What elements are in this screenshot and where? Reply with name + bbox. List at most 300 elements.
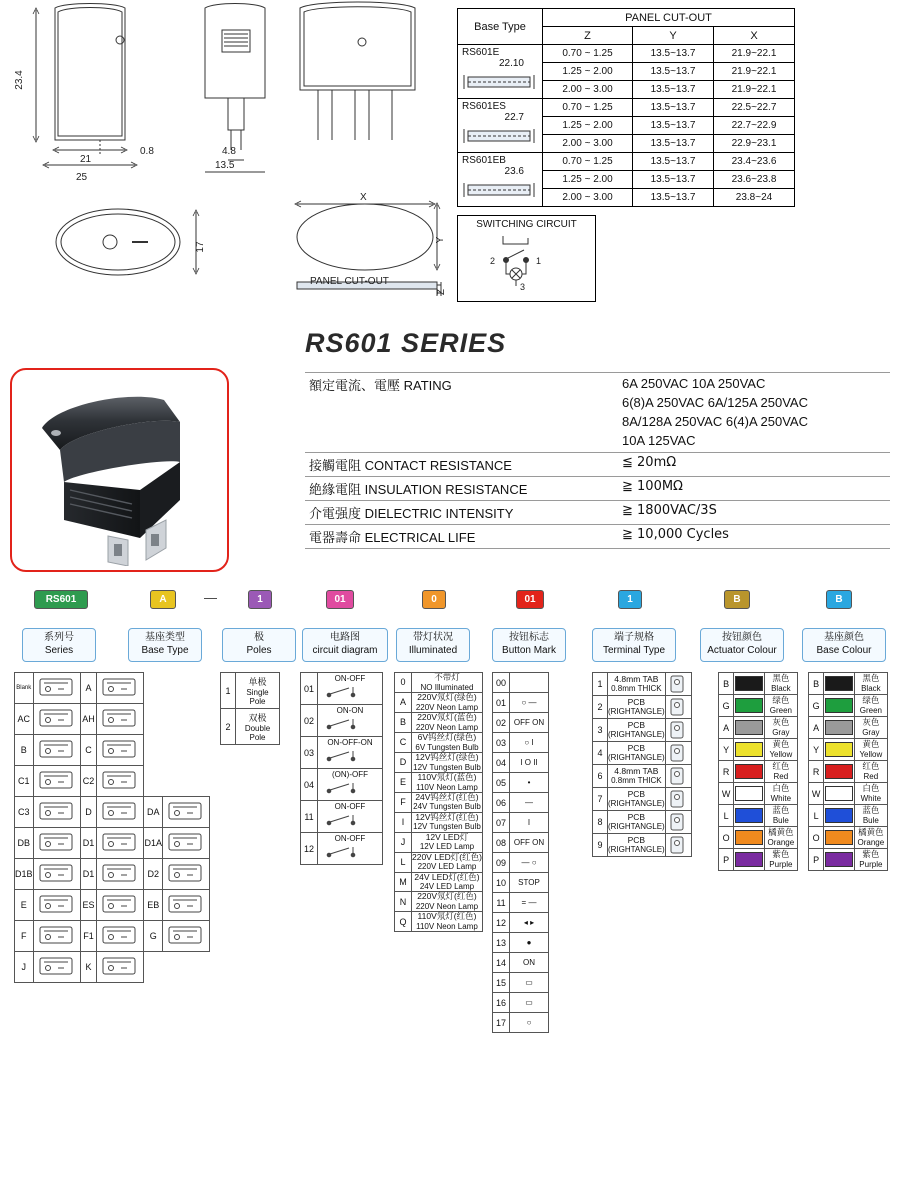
button-mark-row <box>493 773 549 793</box>
actuator-colour-code: L <box>719 805 734 827</box>
base-colour-label <box>854 673 887 695</box>
actuator-colour-swatch <box>734 739 765 761</box>
cell-x: 22.5~22.7 <box>714 99 795 117</box>
terminal-icon <box>666 673 688 695</box>
panel-cutout-table <box>457 8 795 207</box>
base-colour-row <box>809 717 888 739</box>
terminal-icon <box>666 788 688 810</box>
illuminated-label <box>412 792 483 812</box>
category-poles <box>222 628 296 662</box>
illuminated-en: 220V LED Lamp <box>417 862 477 872</box>
button-mark-row <box>493 813 549 833</box>
base-colour-cn: 蓝色 <box>862 805 880 816</box>
base-type-code: D1A <box>144 828 163 859</box>
terminal-line1: PCB <box>627 742 646 753</box>
cell-y: 13.5~13.7 <box>633 135 714 153</box>
cell-x: 23.4~23.6 <box>714 153 795 171</box>
base-colour-row <box>809 805 888 827</box>
switch-outline-icon <box>97 737 141 763</box>
dim-height-23-4: 23.4 <box>14 70 25 90</box>
button-mark-symbol: I O II <box>510 753 549 773</box>
base-colour-en: Orange <box>857 837 885 847</box>
terminal-line1: PCB <box>627 696 646 707</box>
button-mark-row <box>493 913 549 933</box>
cell-z: 1.25 ~ 2.00 <box>543 117 633 135</box>
cell-z: 0.70 ~ 1.25 <box>543 99 633 117</box>
pole-cn: 单极 <box>248 677 267 687</box>
category-en: Actuator Colour <box>707 644 777 656</box>
switch-outline-icon <box>163 892 207 918</box>
illuminated-code: M <box>395 872 412 892</box>
button-mark-row <box>493 733 549 753</box>
circuit-code: 02 <box>301 705 318 737</box>
base-type-figure <box>33 766 80 797</box>
circuit-symbol-icon <box>319 683 365 703</box>
illuminated-row <box>395 792 483 812</box>
terminal-line2: (RIGHTANGLE) <box>607 753 665 763</box>
base-type-figure <box>162 921 209 952</box>
button-mark-code: 08 <box>493 833 510 853</box>
category-en: Illuminated <box>408 644 458 656</box>
spec-label: 介電强度 DIELECTRIC INTENSITY <box>309 506 514 522</box>
terminal-row <box>593 719 692 742</box>
base-colour-code: W <box>809 783 824 805</box>
base-type-code: E <box>15 890 34 921</box>
cell-y: 13.5~13.7 <box>633 45 714 63</box>
terminal-label <box>607 765 665 788</box>
illuminated-code: Q <box>395 912 412 932</box>
base-type-figure <box>162 828 209 859</box>
base-type-name: RS601E <box>462 46 500 58</box>
code-chip-illuminated: 0 <box>422 590 446 609</box>
illuminated-code: B <box>395 712 412 732</box>
terminal-line1: PCB <box>627 834 646 845</box>
base-colour-swatch <box>824 827 855 849</box>
circuit-cell <box>318 801 383 833</box>
switch-outline-icon <box>34 892 78 918</box>
page-title: RS601 SERIES <box>305 328 507 358</box>
spec-row-rating <box>305 372 890 453</box>
actuator-colour-swatch <box>734 695 765 717</box>
actuator-colour-code: P <box>719 849 734 871</box>
category-en: circuit diagram <box>312 644 378 656</box>
terminal-label <box>607 742 665 765</box>
category-cn: 基座类型 <box>145 632 185 643</box>
illuminated-cn: 220V氖灯(蓝色) <box>417 711 477 722</box>
spec-value: ≧ 100MΩ <box>622 479 683 495</box>
base-type-figure <box>97 673 144 704</box>
category-illuminated <box>396 628 470 662</box>
base-colour-swatch <box>824 761 855 783</box>
actuator-colour-swatch <box>734 783 765 805</box>
button-mark-code: 04 <box>493 753 510 773</box>
switch-outline-icon <box>34 737 78 763</box>
actuator-colour-label <box>764 805 797 827</box>
base-type-code: EB <box>144 890 163 921</box>
button-mark-code: 10 <box>493 873 510 893</box>
actuator-colour-en: Black <box>771 683 791 693</box>
illuminated-en: 24V Tungsten Bulb <box>413 802 481 812</box>
illuminated-table <box>394 672 486 932</box>
base-colour-en: Green <box>859 705 882 715</box>
base-type-figure <box>33 704 80 735</box>
terminal-line2: 0.8mm THICK <box>611 776 662 786</box>
illuminated-code: C <box>395 732 412 752</box>
terminal-icon <box>666 834 688 856</box>
base-colour-swatch <box>824 783 855 805</box>
switching-circuit-box <box>457 215 596 302</box>
illuminated-row <box>395 732 483 752</box>
button-mark-row <box>493 933 549 953</box>
cell-x: 21.9~22.1 <box>714 63 795 81</box>
button-mark-row <box>493 793 549 813</box>
terminal-line2: 0.8mm THICK <box>611 684 662 694</box>
actuator-colour-swatch <box>734 717 765 739</box>
base-colour-table <box>808 672 888 871</box>
pole-en: Double Pole <box>244 724 271 742</box>
terminal-figure <box>665 811 691 834</box>
terminal-label <box>607 719 665 742</box>
button-mark-symbol: = — <box>510 893 549 913</box>
terminal-line2: (RIGHTANGLE) <box>607 730 665 740</box>
switch-outline-icon <box>97 892 141 918</box>
button-mark-code: 15 <box>493 973 510 993</box>
base-type-code: ES <box>80 890 97 921</box>
base-type-code: D1 <box>80 859 97 890</box>
terminal-row <box>593 742 692 765</box>
button-mark-symbol: • <box>510 773 549 793</box>
illuminated-cn: 12V钨丝灯(绿色) <box>415 751 479 762</box>
button-mark-row <box>493 953 549 973</box>
circuit-label: ON-OFF <box>334 674 366 683</box>
circuit-diagram-table <box>300 672 388 865</box>
base-colour-code: R <box>809 761 824 783</box>
terminal-figure <box>665 673 691 696</box>
button-mark-code: 03 <box>493 733 510 753</box>
button-mark-row <box>493 973 549 993</box>
spec-row-insulation-resistance <box>305 477 890 501</box>
terminal-code: 6 <box>593 765 608 788</box>
switch-outline-icon <box>34 706 78 732</box>
category-cn: 按钮标志 <box>509 632 549 643</box>
illuminated-code: N <box>395 892 412 912</box>
illuminated-cn: 12V钨丝灯(红色) <box>415 811 479 822</box>
illuminated-en: 220V Neon Lamp <box>415 722 479 732</box>
illuminated-label <box>412 892 483 912</box>
terminal-code: 1 <box>593 673 608 696</box>
illuminated-row <box>395 852 483 872</box>
terminal-row <box>593 696 692 719</box>
cell-y: 13.5~13.7 <box>633 63 714 81</box>
button-mark-code: 09 <box>493 853 510 873</box>
terminal-code: 4 <box>593 742 608 765</box>
button-mark-row <box>493 833 549 853</box>
illuminated-code: L <box>395 852 412 872</box>
base-type-code: C <box>80 735 97 766</box>
circuit-label: ON-ON <box>336 706 364 715</box>
button-mark-code: 07 <box>493 813 510 833</box>
terminal-code: 2 <box>593 696 608 719</box>
button-mark-code: 06 <box>493 793 510 813</box>
actuator-colour-label <box>764 739 797 761</box>
panel-cutout-label: PANEL CUT-OUT <box>310 276 389 287</box>
actuator-colour-en: Bule <box>772 815 789 825</box>
base-colour-row <box>809 827 888 849</box>
base-type-figure <box>162 890 209 921</box>
base-type-code: AC <box>15 704 34 735</box>
category-cn: 电路图 <box>330 632 360 643</box>
base-type-name: RS601EB <box>462 154 506 166</box>
terminal-figure <box>665 742 691 765</box>
base-colour-label <box>854 783 887 805</box>
button-mark-symbol: ○ <box>510 1013 549 1033</box>
switch-outline-icon <box>163 799 207 825</box>
dim-13-5: 13.5 <box>215 160 235 171</box>
base-type-size: 22.7 <box>504 111 524 123</box>
cell-y: 13.5~13.7 <box>633 153 714 171</box>
switch-outline-icon <box>163 861 207 887</box>
circuit-symbol-icon <box>319 843 365 863</box>
actuator-colour-row <box>719 673 798 695</box>
base-type-code: D1B <box>15 859 34 890</box>
base-type-figure <box>97 828 144 859</box>
terminal-icon <box>666 811 688 833</box>
actuator-colour-code: W <box>719 783 734 805</box>
actuator-colour-row <box>719 827 798 849</box>
switch-outline-icon <box>163 830 207 856</box>
base-type-figure <box>97 704 144 735</box>
base-colour-cn: 黄色 <box>862 739 880 750</box>
illuminated-row <box>395 872 483 892</box>
switch-outline-icon <box>97 830 141 856</box>
terminal-figure <box>665 834 691 857</box>
illuminated-label <box>412 772 483 792</box>
illuminated-cn: 220V氖灯(绿色) <box>417 691 477 702</box>
base-type-grid <box>14 672 210 983</box>
base-colour-en: Bule <box>862 815 879 825</box>
button-mark-row <box>493 713 549 733</box>
base-type-code: G <box>144 921 163 952</box>
rating-line: 10A 125VAC <box>622 432 696 448</box>
illuminated-label <box>412 872 483 892</box>
circuit-code: 11 <box>301 801 318 833</box>
base-type-figure <box>162 797 209 828</box>
circuit-symbol-icon <box>319 747 365 767</box>
illuminated-label <box>412 752 483 772</box>
base-type-figure <box>97 766 144 797</box>
dim-4-8: 4.8 <box>222 146 236 157</box>
illuminated-row <box>395 712 483 732</box>
base-type-code: F <box>15 921 34 952</box>
actuator-colour-label <box>764 783 797 805</box>
terminal-label <box>607 811 665 834</box>
switch-outline-icon <box>97 799 141 825</box>
terminal-line1: PCB <box>627 788 646 799</box>
base-colour-code: B <box>809 673 824 695</box>
actuator-colour-row <box>719 783 798 805</box>
code-chip-circuit: 01 <box>326 590 354 609</box>
base-type-code: D2 <box>144 859 163 890</box>
base-colour-label <box>854 761 887 783</box>
actuator-colour-cn: 绿色 <box>772 695 790 706</box>
actuator-colour-row <box>719 761 798 783</box>
category-circuit-diagram <box>302 628 388 662</box>
terminal-row <box>593 765 692 788</box>
base-colour-cn: 橘黄色 <box>858 827 884 838</box>
button-mark-symbol: ● <box>510 933 549 953</box>
th-base-type: Base Type <box>458 9 543 45</box>
pole-code: 2 <box>221 709 236 745</box>
terminal-line1: PCB <box>627 719 646 730</box>
switch-outline-icon <box>34 675 78 701</box>
button-mark-row <box>493 873 549 893</box>
base-type-figure <box>33 952 80 983</box>
base-colour-swatch <box>824 805 855 827</box>
cell-x: 22.7~22.9 <box>714 117 795 135</box>
button-mark-code: 17 <box>493 1013 510 1033</box>
button-mark-code: 01 <box>493 693 510 713</box>
actuator-colour-code: O <box>719 827 734 849</box>
circuit-label: (ON)-OFF <box>332 770 368 779</box>
illuminated-en: 110V Neon Lamp <box>416 782 478 792</box>
code-chip-terminal: 1 <box>618 590 642 609</box>
base-colour-cn: 白色 <box>862 783 880 794</box>
illuminated-label <box>412 912 483 932</box>
circuit-symbol-icon <box>319 715 365 735</box>
actuator-colour-code: Y <box>719 739 734 761</box>
code-chip-base-colour: B <box>826 590 852 609</box>
illuminated-code: F <box>395 792 412 812</box>
base-colour-code: L <box>809 805 824 827</box>
actuator-colour-en: White <box>770 793 792 803</box>
base-colour-swatch <box>824 695 855 717</box>
category-cn: 极 <box>254 632 264 643</box>
illuminated-label <box>412 812 483 832</box>
illuminated-cn: 不带灯 <box>434 672 460 682</box>
illuminated-row <box>395 692 483 712</box>
th-x: X <box>714 27 795 45</box>
button-mark-row <box>493 753 549 773</box>
terminal-label <box>607 696 665 719</box>
actuator-colour-code: G <box>719 695 734 717</box>
circuit-row <box>301 801 383 833</box>
illuminated-code: D <box>395 752 412 772</box>
button-mark-table <box>492 672 554 1033</box>
illuminated-row <box>395 832 483 852</box>
category-cn: 端子规格 <box>614 632 654 643</box>
spec-label: 絶緣電阻 INSULATION RESISTANCE <box>309 482 528 498</box>
terminal-line1: PCB <box>627 811 646 822</box>
base-colour-row <box>809 673 888 695</box>
cell-x: 23.8~24 <box>714 189 795 207</box>
button-mark-symbol: ○ I <box>510 733 549 753</box>
pole-label <box>236 709 280 745</box>
base-type-figure <box>33 859 80 890</box>
terminal-icon <box>666 696 688 718</box>
illuminated-en: 220V Neon Lamp <box>415 902 479 912</box>
illuminated-en: 6V Tungsten Bulb <box>415 742 479 752</box>
button-mark-code: 11 <box>493 893 510 913</box>
illuminated-row <box>395 812 483 832</box>
actuator-colour-cn: 蓝色 <box>772 805 790 816</box>
cell-z: 2.00 ~ 3.00 <box>543 135 633 153</box>
button-mark-symbol: ▭ <box>510 973 549 993</box>
cell-x: 23.6~23.8 <box>714 171 795 189</box>
terminal-line2: (RIGHTANGLE) <box>607 822 665 832</box>
circuit-symbol-icon <box>319 811 365 831</box>
category-base-colour <box>802 628 886 662</box>
button-mark-row <box>493 993 549 1013</box>
actuator-colour-en: Red <box>773 771 789 781</box>
button-mark-row <box>493 853 549 873</box>
circuit-cell <box>318 673 383 705</box>
th-panel-cutout: PANEL CUT-OUT <box>543 9 795 27</box>
spec-row-electrical-life <box>305 525 890 549</box>
terminal-row <box>593 673 692 696</box>
th-y: Y <box>633 27 714 45</box>
illuminated-row <box>395 892 483 912</box>
terminal-figure <box>665 719 691 742</box>
actuator-colour-cn: 橘黄色 <box>768 827 794 838</box>
base-type-code: AH <box>80 704 97 735</box>
terminal-type-table <box>592 672 692 857</box>
actuator-colour-row <box>719 805 798 827</box>
button-mark-symbol: ○ — <box>510 693 549 713</box>
illuminated-label <box>412 712 483 732</box>
switch-outline-icon <box>97 954 141 980</box>
actuator-colour-label <box>764 827 797 849</box>
cell-z: 0.70 ~ 1.25 <box>543 45 633 63</box>
terminal-label <box>607 673 665 696</box>
base-colour-code: O <box>809 827 824 849</box>
circuit-label: ON-OFF <box>334 834 366 843</box>
illuminated-en: 12V LED Lamp <box>419 842 475 852</box>
actuator-colour-en: Green <box>769 705 792 715</box>
base-type-figure <box>97 890 144 921</box>
actuator-colour-swatch <box>734 761 765 783</box>
button-mark-code: 13 <box>493 933 510 953</box>
illuminated-code: E <box>395 772 412 792</box>
button-mark-symbol: — ○ <box>510 853 549 873</box>
base-type-code: D <box>80 797 97 828</box>
terminal-figure <box>665 696 691 719</box>
illuminated-cn: 24V钨丝灯(红色) <box>415 791 479 802</box>
button-mark-row <box>493 1013 549 1033</box>
base-colour-label <box>854 717 887 739</box>
terminal-icon <box>666 719 688 741</box>
actuator-colour-en: Yellow <box>769 749 793 759</box>
base-colour-swatch <box>824 673 855 695</box>
cutout-group-cell <box>458 99 543 153</box>
cell-x: 22.9~23.1 <box>714 135 795 153</box>
spec-value: ≦ 20mΩ <box>622 455 677 471</box>
category-cn: 带灯状况 <box>413 632 453 643</box>
base-type-figure <box>97 921 144 952</box>
button-mark-symbol: — <box>510 793 549 813</box>
terminal-line1: 4.8mm TAB <box>614 673 659 684</box>
category-cn: 系列号 <box>44 632 74 643</box>
circuit-code: 12 <box>301 833 318 865</box>
illuminated-code: J <box>395 832 412 852</box>
dim-y: Y <box>435 236 446 244</box>
category-en: Base Colour <box>816 644 872 656</box>
actuator-colour-swatch <box>734 805 765 827</box>
dim-25: 25 <box>76 172 88 183</box>
actuator-colour-cn: 灰色 <box>772 717 790 728</box>
illuminated-code: 0 <box>395 673 412 693</box>
actuator-colour-code: R <box>719 761 734 783</box>
category-en: Poles <box>246 644 272 656</box>
